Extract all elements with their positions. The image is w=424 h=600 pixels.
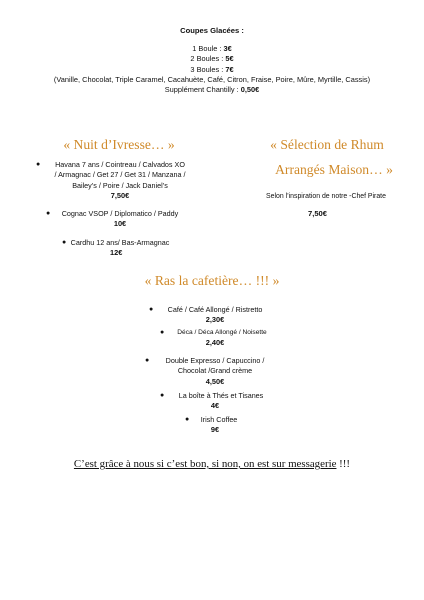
cafe-item-3-line-1: Double Expresso / Capuccino / [165, 356, 265, 365]
bullet-icon: ● [160, 392, 165, 399]
cafe-item-4-price: 4€ [210, 401, 220, 411]
cafe-item-1-line-1: Café / Café Allongé / Ristretto [167, 305, 263, 314]
footer-underlined-text: C’est grâce à nous si c’est bon, si non, on est sur messagerie [73, 458, 337, 470]
cafe-heading: « Ras la cafetière… !!! » [144, 273, 280, 288]
cafe-item-3-line-2: Chocolat /Grand crème [177, 366, 253, 376]
cafe-item-2 [150, 328, 280, 349]
coupes-line-2: 2 Boules : 5€ [190, 54, 234, 64]
footer-suffix: !!! [336, 458, 351, 470]
footer-note [0, 458, 424, 470]
coupes-title: Coupes Glacées : [180, 26, 244, 35]
cafe-item-5-line-1: Irish Coffee [200, 415, 238, 424]
coupes-line-1: 1 Boule : 3€ [192, 44, 232, 54]
bullet-icon: ● [149, 306, 154, 313]
rhum-price: 7,50€ [308, 209, 328, 218]
rhum-description: Selon l’inspiration de notre -Chef Pirate [266, 193, 386, 200]
nuit-item-1-line-2: / Armagnac / Get 27 / Get 31 / Manzana / [54, 170, 186, 180]
coupes-chantilly: Supplément Chantilly : 0,50€ [164, 85, 260, 95]
nuit-item-1-price: 7,50€ [110, 191, 130, 201]
nuit-item-1-line-3: Bailey’s / Poire / Jack Daniel’s [72, 180, 168, 190]
nuit-item-2 [40, 209, 200, 230]
nuit-heading: « Nuit d’Ivresse… » [63, 137, 175, 152]
cafe-item-5-price: 9€ [210, 425, 220, 435]
cafe-item-4 [140, 391, 290, 412]
nuit-item-2-price: 10€ [113, 219, 127, 229]
bullet-icon: ● [185, 416, 190, 423]
nuit-item-3 [40, 238, 200, 259]
bullet-icon: ● [145, 357, 150, 364]
bullet-icon: ● [36, 161, 41, 168]
cafe-item-2-price: 2,40€ [205, 338, 225, 348]
nuit-item-3-line-1: Cardhu 12 ans/ Bas-Armagnac [70, 238, 170, 247]
bullet-icon: ● [46, 210, 51, 217]
cafe-item-2-line-1: Déca / Déca Allongé / Noisette [177, 329, 267, 336]
cafe-item-5 [140, 415, 290, 436]
cafe-item-4-line-1: La boîte à Thés et Tisanes [178, 391, 264, 400]
bullet-icon: ● [160, 329, 165, 336]
coupes-line-3: 3 Boules : 7€ [190, 64, 234, 74]
coupes-flavors: (Vanille, Chocolat, Triple Caramel, Cacahuète, Café, Citron, Fraise, Poire, Mûre, Myrtille, Cassis) [53, 74, 371, 84]
nuit-item-1 [36, 160, 200, 202]
cafe-item-3-price: 4,50€ [205, 376, 225, 386]
rhum-heading-line-2: Arrangés Maison… » [275, 162, 393, 177]
rhum-heading-line-1: « Sélection de Rhum [270, 137, 384, 152]
cafe-item-1 [140, 305, 290, 326]
cafe-item-3 [140, 356, 290, 387]
bullet-icon: ● [62, 239, 67, 246]
nuit-item-1-line-1: Havana 7 ans / Cointreau / Calvados XO [55, 160, 185, 169]
nuit-item-2-line-1: Cognac VSOP / Diplomatico / Paddy [61, 209, 179, 218]
nuit-item-3-price: 12€ [110, 248, 123, 258]
cafe-item-1-price: 2,30€ [205, 315, 225, 325]
coupes-glacees-section [0, 26, 424, 95]
